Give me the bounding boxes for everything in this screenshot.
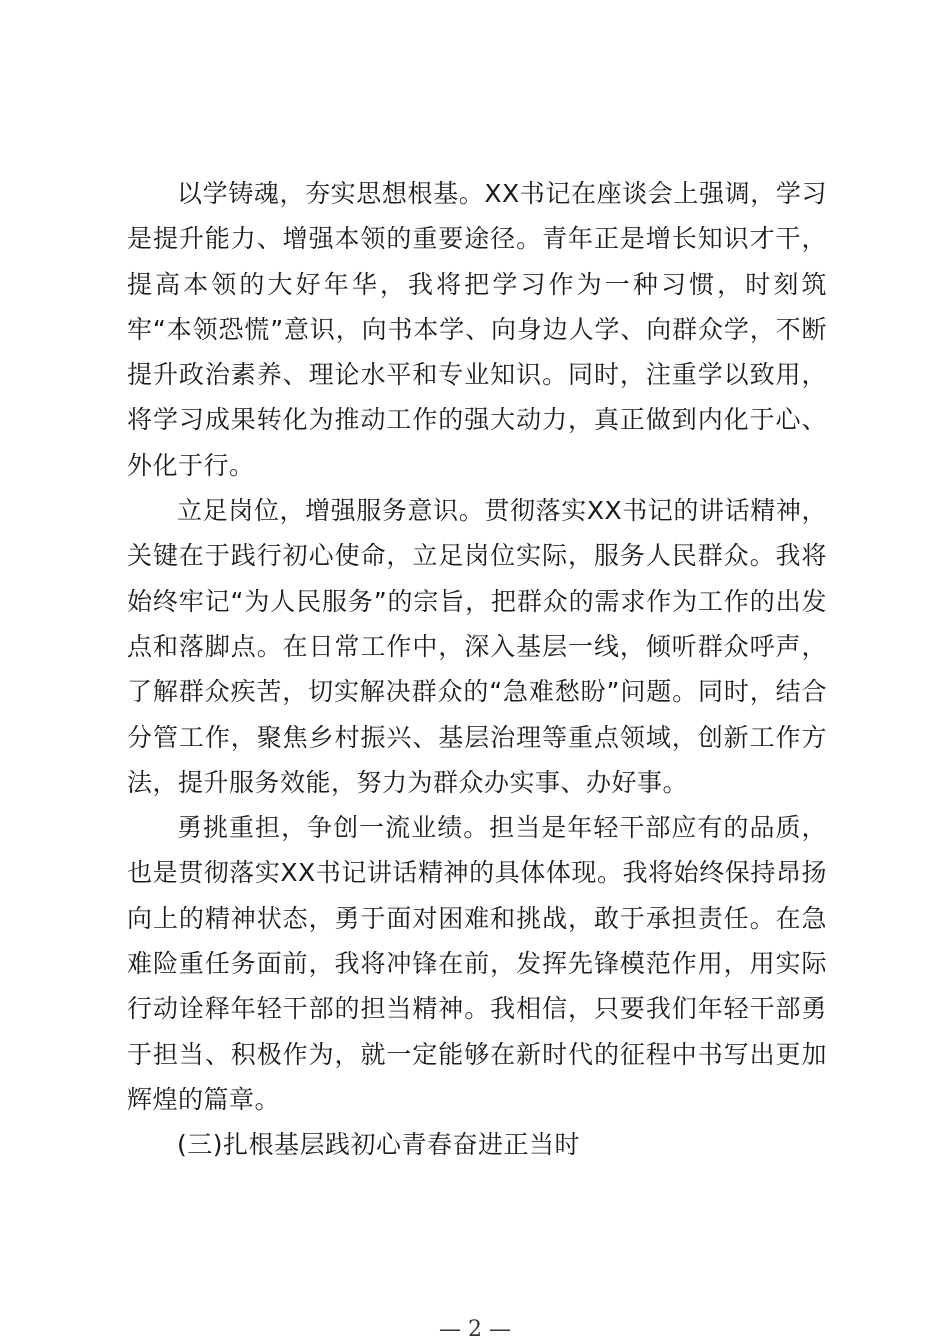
section-heading: (三)扎根基层践初心青春奋进正当时 <box>177 1130 581 1160</box>
page-number: — 2 — <box>439 1317 511 1342</box>
paragraph-service: 立足岗位，增强服务意识。贯彻落实XX书记的讲话精神，关键在于践行初心使命，立足岗位实际，服务人民群众。我将始终牢记“为人民服务”的宗旨，把群众的需求作为工作的出发点和落脚点。在日常工作中，深入基层一线，倾听群众呼声，了解群众疾苦，切实解决群众的“急难愁盼”问题。同时，结合分管工作，聚焦乡村振兴、基层治理等重点领域，创新工作方法，提升服务效能，努力为群众办实事、办好事。 <box>127 496 827 797</box>
document-body <box>127 171 827 1168</box>
paragraph-responsibility: 勇挑重担，争创一流业绩。担当是年轻干部应有的品质，也是贯彻落实XX书记讲话精神的具体体现。我将始终保持昂扬向上的精神状态，勇于面对困难和挑战，敢于承担责任。在急难险重任务面前，我将冲锋在前，发挥先锋模范作用，用实际行动诠释年轻干部的担当精神。我相信，只要我们年轻干部勇于担当、积极作为，就一定能够在新时代的征程中书写出更加辉煌的篇章。 <box>127 813 827 1114</box>
paragraph-study: 以学铸魂，夯实思想根基。XX书记在座谈会上强调，学习是提升能力、增强本领的重要途径。青年正是增长知识才干，提高本领的大好年华，我将把学习作为一种习惯，时刻筑牢“本领恐慌”意识，向书本学、向身边人学、向群众学，不断提升政治素养、理论水平和专业知识。同时，注重学以致用，将学习成果转化为推动工作的强大动力，真正做到内化于心、外化于行。 <box>127 179 827 480</box>
